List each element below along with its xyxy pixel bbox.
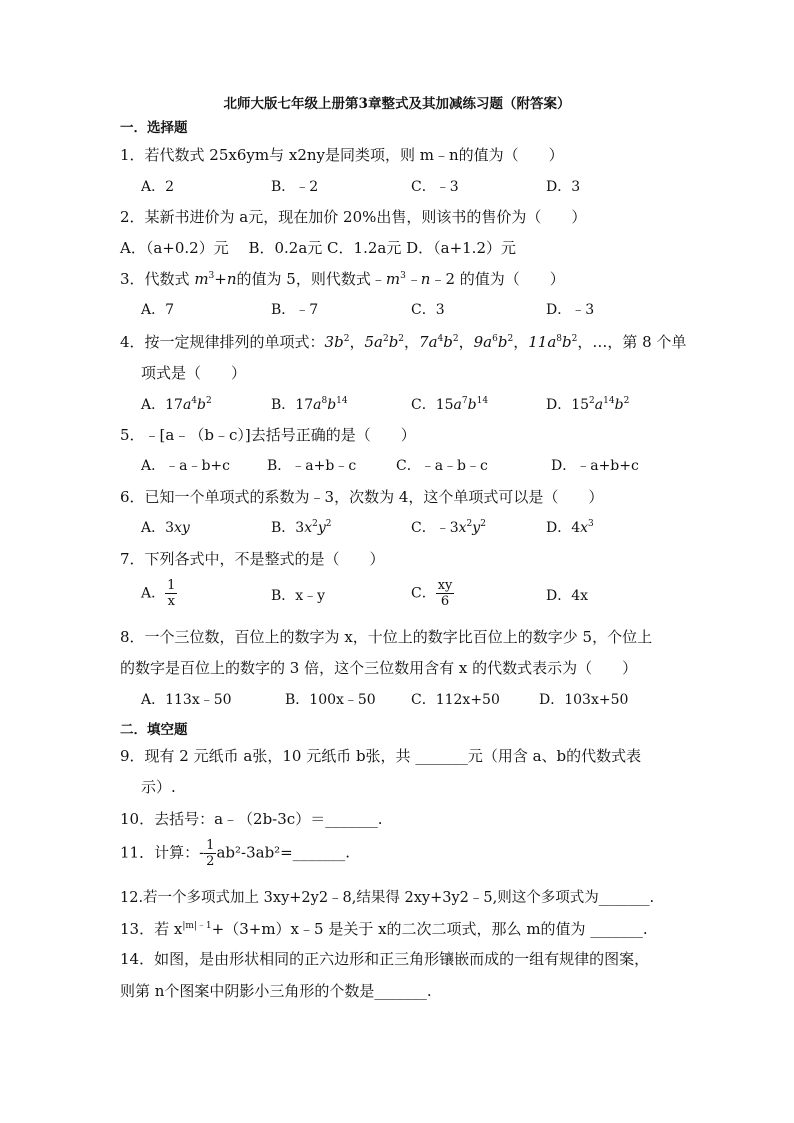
question-14-line1: 14．如图，是由形状相同的正六边形和正三角形镶嵌而成的一组有规律的图案， xyxy=(120,950,650,968)
question-6: 6．已知一个单项式的系数为﹣3，次数为 4，这个单项式可以是（ ） xyxy=(120,488,604,506)
question-2: 2．某新书进价为 a元，现在加价 20%出售，则该书的售价为（ ） xyxy=(120,208,587,226)
question-10: 10．去括号：a﹣（2b-3c）＝_______. xyxy=(120,810,383,828)
q6-option-c: C．$﹣3x^2y^2$ xyxy=(411,519,486,536)
q7-option-b: B．x﹣y xyxy=(271,588,326,604)
q11-pre: 11．计算： xyxy=(120,843,200,862)
q11-post: ab²-3ab²=_______. xyxy=(216,843,351,862)
q4-term4: 9a xyxy=(473,333,493,351)
question-1: 1．若代数式 25x6ym与 x2ny是同类项，则 m﹣n的值为（ ） xyxy=(120,146,564,164)
question-13 xyxy=(120,918,648,939)
q7-option-c-label: C． xyxy=(411,585,436,602)
q7-option-a-fraction: $\frac{1}{x}$ xyxy=(167,578,176,609)
q7-option-d: D．4x xyxy=(546,588,589,604)
q3-pre: 3．代数式 xyxy=(120,270,195,288)
question-11 xyxy=(120,838,350,869)
q4-term2: 5a xyxy=(364,333,383,351)
q3-option-c: C．3 xyxy=(411,302,445,318)
q7-option-c xyxy=(411,578,454,609)
question-4-line1: 4．按一定规律排列的单项式：$3b^2$，$5a^2b^2$，$7a^4b^2$，$9a^6b^2$，$11a^8b^2$，…，第 8 个单 xyxy=(120,333,687,351)
section-fill-heading: 二．填空题 xyxy=(120,722,188,738)
q4-option-d: D．$15^2a^{14}b^2$ xyxy=(546,396,630,413)
q4-option-b-label: B．17 xyxy=(271,397,314,413)
q4-option-c-label: C．15 xyxy=(411,397,454,413)
q5-option-c: C．﹣a﹣b﹣c xyxy=(396,458,488,474)
q7-option-c-fraction: $\frac{xy}{6}$ xyxy=(437,578,453,609)
q3-post: ﹣2 的值为（ ） xyxy=(430,270,565,288)
q1-option-a: A．2 xyxy=(141,179,175,195)
q11-fraction: $\frac{1}{2}$ xyxy=(206,838,215,869)
q4-option-a-label: A．17 xyxy=(141,397,183,413)
q3-option-b: B．﹣7 xyxy=(271,302,319,318)
question-8-line2: 的数字是百位上的数字的 3 倍，这个三位数用含有 x 的代数式表示为（ ） xyxy=(120,659,638,677)
q4-option-d-label: D．15 xyxy=(546,397,590,413)
q3-sup2: 3 xyxy=(400,271,406,281)
q6-option-c-label: C．﹣3 xyxy=(411,520,459,536)
q5-option-b: B．﹣a+b﹣c xyxy=(267,458,357,474)
q6-option-b: B．$3x^2y^2$ xyxy=(271,519,332,536)
q4-option-b: B．$17a^8b^{14}$ xyxy=(271,396,348,413)
question-12: 12.若一个多项式加上 3xy+2y2﹣8,结果得 2xy+3y2﹣5,则这个多项式为_______. xyxy=(120,890,655,906)
q13-pre: 13．若 x xyxy=(120,920,183,938)
q13-sup: |m|﹣1 xyxy=(182,921,212,931)
q3-sup: 3 xyxy=(208,271,215,281)
q4-term5: 11a xyxy=(528,333,557,351)
q4-term1: 3b xyxy=(324,333,344,351)
q4-term3: 7a xyxy=(419,333,438,351)
question-9-line1: 9．现有 2 元纸币 a张，10 元纸币 b张，共 _______元（用含 a、b的代数式表 xyxy=(120,747,642,765)
q4-option-c: C．$15a^7b^{14}$ xyxy=(411,396,489,413)
q4-post: ，…，第 8 个单 xyxy=(577,333,687,351)
q4-pre: 4．按一定规律排列的单项式： xyxy=(120,333,325,351)
question-7: 7．下列各式中，不是整式的是（ ） xyxy=(120,550,385,568)
q5-option-d: D．﹣a+b+c xyxy=(551,458,639,474)
q3-option-d: D．﹣3 xyxy=(546,302,595,318)
q8-option-b: B．100x﹣50 xyxy=(285,692,376,708)
q3-n: +n xyxy=(214,270,237,288)
q6-option-d: D．$4x^3$ xyxy=(546,519,594,536)
q5-option-a: A．﹣a﹣b+c xyxy=(141,458,230,474)
q6-option-a-label: A．3 xyxy=(141,520,175,536)
q7-option-a xyxy=(141,578,177,609)
q1-option-c: C．﹣3 xyxy=(411,179,459,195)
question-9-line2: 示）. xyxy=(141,778,176,796)
q6-option-d-label: D．4 xyxy=(546,520,581,536)
q7-option-a-label: A． xyxy=(141,585,166,602)
q6-option-b-label: B．3 xyxy=(271,520,305,536)
q8-option-d: D．103x+50 xyxy=(539,692,629,708)
question-14-line2: 则第 n个图案中阴影小三角形的个数是_______. xyxy=(120,982,432,1000)
q2-options: A．（a+0.2）元 B．0.2a元 C．1.2a元 D．（a+1.2）元 xyxy=(120,239,516,257)
q3-option-a: A．7 xyxy=(141,302,175,318)
q8-option-a: A．113x﹣50 xyxy=(141,692,232,708)
section-choice-heading: 一．选择题 xyxy=(120,120,188,136)
q4-option-a: A．$17a^4b^2$ xyxy=(141,396,212,413)
q3-n2: ﹣n xyxy=(405,270,431,288)
q3-m2: m xyxy=(385,270,401,288)
q1-option-b: B．﹣2 xyxy=(271,179,319,195)
q1-option-d: D．3 xyxy=(546,179,581,195)
q8-option-c: C．112x+50 xyxy=(411,692,500,708)
page-title: 北师大版七年级上册第3章整式及其加减练习题（附答案） xyxy=(223,96,571,112)
question-4-line2: 项式是（ ） xyxy=(141,364,247,382)
q11-neg: - xyxy=(199,843,205,862)
q3-m: m xyxy=(194,270,209,288)
question-5: 5．﹣[a﹣（b﹣c）]去括号正确的是（ ） xyxy=(120,426,416,444)
q6-option-a: A．3xy xyxy=(141,520,190,536)
question-8-line1: 8．一个三位数，百位上的数字为 x，十位上的数字比百位上的数字少 5，个位上 xyxy=(120,628,653,646)
question-3 xyxy=(120,268,565,289)
q13-post: +（3+m）x﹣5 是关于 x的二次二项式，那么 m的值为 _______. xyxy=(211,920,648,938)
q3-mid: 的值为 5，则代数式﹣ xyxy=(236,270,386,288)
